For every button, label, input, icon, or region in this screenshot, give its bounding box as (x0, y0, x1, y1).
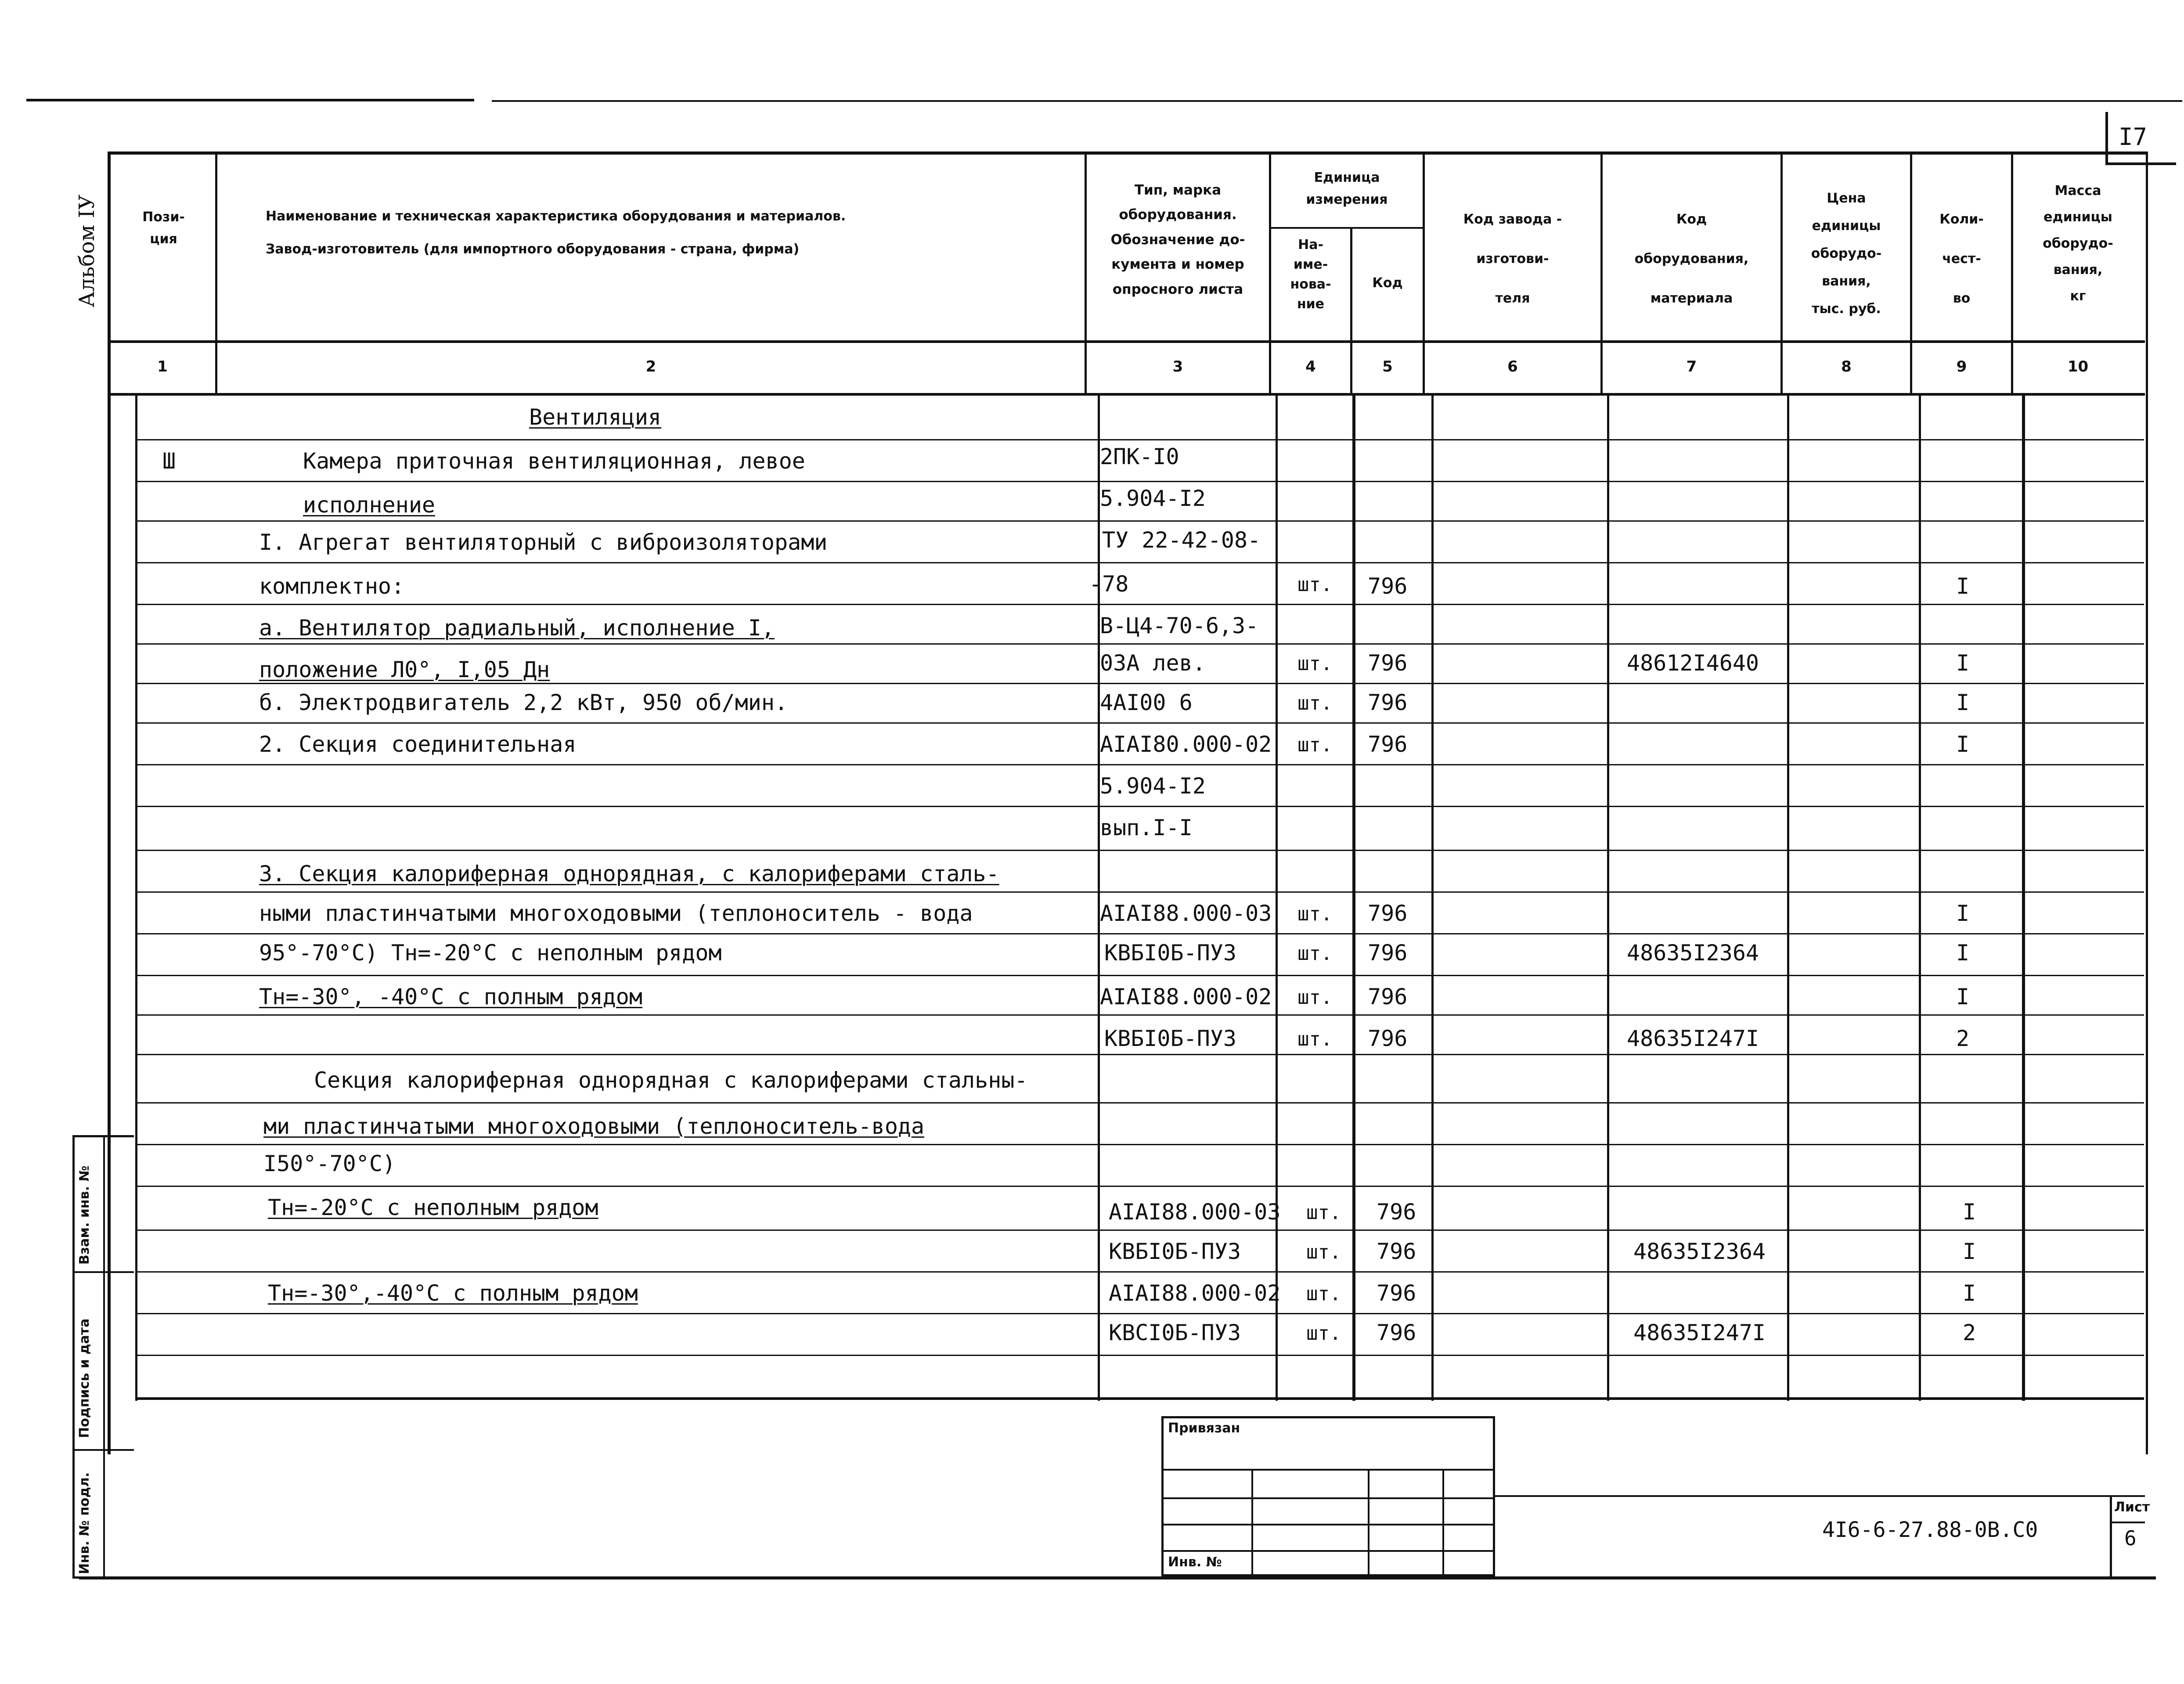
side-stamp-label: Подпись и дата (77, 1318, 92, 1438)
row-code: 796 (1377, 1239, 1416, 1264)
row-quantity: I (1963, 1199, 1976, 1225)
row-rule (137, 481, 2144, 482)
header-price: Цена единицы оборудо- вания, тыс. руб. (1811, 191, 1882, 317)
side-stamp-divider (103, 1135, 105, 1579)
sheet-box-rule (2110, 1522, 2145, 1523)
side-stamp-label: Взам. инв. № (77, 1165, 92, 1265)
corner-number: I7 (2119, 123, 2148, 151)
row-rule (137, 1014, 2144, 1016)
row-quantity: I (1956, 650, 1970, 676)
header-unit: Единица измерения (1306, 170, 1388, 207)
header-type: Тип, марка оборудования. Обозначение до- кумента и номер опросного листа (1110, 182, 1245, 297)
row-unit: шт. (1297, 573, 1333, 596)
row-name: Камера приточная вентиляционная, левое (303, 448, 805, 474)
row-code: 796 (1377, 1280, 1416, 1306)
code-block-top (1495, 1495, 2145, 1497)
body-col-divider-6 (1607, 395, 1609, 1401)
row-type: КВБI0Б-ПУЗ (1104, 940, 1237, 966)
row-quantity: I (1956, 940, 1970, 966)
row-type: 4АI00 6 (1100, 690, 1193, 715)
row-rule (137, 1144, 2144, 1145)
linked-label: Привязан (1168, 1421, 1240, 1436)
col-number: 4 (1305, 358, 1316, 375)
linked-stamp-box (1161, 1416, 1495, 1576)
row-unit: шт. (1306, 1201, 1341, 1224)
header-unit-name: На- име- нова- ние (1290, 237, 1331, 312)
row-type: КВБI0Б-ПУЗ (1109, 1239, 1241, 1264)
row-code: 796 (1377, 1320, 1416, 1345)
top-rule-right (492, 100, 2182, 102)
row-unit: шт. (1297, 653, 1333, 675)
row-rule (137, 806, 2144, 807)
col-number: 5 (1382, 358, 1393, 375)
side-stamp-divider (72, 1271, 134, 1273)
row-type: вып.I-I (1100, 815, 1193, 840)
row-name: Тн=-30°,-40°С с полным рядом (268, 1280, 638, 1306)
row-name: а. Вентилятор радиальный, исполнение I, (259, 615, 775, 641)
row-name: 95°-70°С) Тн=-20°С с неполным рядом (259, 940, 722, 966)
col-number: 3 (1172, 358, 1183, 375)
row-equipment-code: 48635I247I (1627, 1026, 1759, 1051)
row-rule (137, 933, 2144, 934)
frame-bottom-rule (79, 1576, 2156, 1579)
header-position: Пози- ция (142, 209, 185, 247)
linked-stamp-rule (1161, 1497, 1495, 1499)
col-number: 10 (2067, 358, 2089, 375)
row-type: В-Ц4-70-6,3- (1100, 613, 1259, 638)
row-unit: шт. (1297, 734, 1333, 756)
row-code: 796 (1368, 573, 1408, 599)
row-type: АIАI88.000-02 (1100, 984, 1272, 1010)
row-rule (137, 850, 2144, 851)
row-code: 796 (1368, 984, 1408, 1010)
body-col-divider-4 (1352, 395, 1355, 1401)
colnum-bottom-rule (108, 393, 2145, 396)
row-rule (137, 439, 2144, 440)
row-rule (137, 683, 2144, 684)
body-col-divider-2 (1098, 395, 1100, 1401)
row-name: I50°-70°С) (263, 1151, 396, 1176)
row-unit: шт. (1306, 1322, 1341, 1345)
row-code: 796 (1368, 732, 1408, 757)
row-code: 796 (1368, 650, 1408, 676)
header-mass: Масса единицы оборудо- вания, кг (2043, 183, 2113, 304)
sheet-number: 6 (2124, 1526, 2137, 1550)
row-rule (137, 604, 2144, 605)
linked-stamp-rule (1161, 1550, 1495, 1552)
album-label: Альбом IУ (75, 194, 99, 307)
row-rule (137, 1102, 2144, 1103)
linked-stamp-rule (1161, 1524, 1495, 1525)
row-type: 2ПК-I0 (1100, 444, 1179, 469)
row-quantity: I (1956, 690, 1970, 715)
row-rule (137, 520, 2144, 522)
row-rule (137, 562, 2144, 563)
col-number: 2 (645, 358, 656, 375)
row-quantity: I (1956, 901, 1970, 926)
row-unit: шт. (1297, 942, 1333, 965)
col-number: 9 (1956, 358, 1967, 375)
header-name: Наименование и техническая характеристика оборудования и материалов. Завод-изготовитель (для импортного оборудования - страна, фирма) (266, 209, 846, 257)
inv-label: Инв. № (1168, 1554, 1222, 1570)
row-name: 3. Секция калориферная однорядная, с калориферами сталь- (259, 861, 999, 887)
row-name: ными пластинчатыми многоходовыми (теплоноситель - вода (259, 901, 973, 926)
row-name: I. Агрегат вентиляторный с виброизоляторами (259, 530, 828, 555)
row-type: КВБI0Б-ПУЗ (1104, 1026, 1237, 1051)
body-col-divider-8 (1919, 395, 1921, 1401)
row-name: б. Электродвигатель 2,2 кВт, 950 об/мин. (259, 690, 788, 715)
top-rule-left (26, 99, 474, 101)
row-unit: шт. (1306, 1241, 1341, 1263)
row-rule (137, 643, 2144, 645)
section-title: Вентиляция (529, 404, 662, 430)
row-quantity: 2 (1956, 1026, 1970, 1051)
row-name: Секция калориферная однорядная с калориферами стальны- (314, 1067, 1028, 1093)
side-stamp-divider (72, 1449, 134, 1451)
body-bottom-rule (135, 1397, 2144, 1400)
row-rule (137, 1186, 2144, 1187)
body-col-divider-7 (1787, 395, 1789, 1401)
unit-header-rule (1269, 227, 1423, 229)
row-type: АIАI88.000-03 (1109, 1199, 1281, 1225)
row-type: 5.904-I2 (1100, 773, 1206, 799)
col-number: 8 (1841, 358, 1852, 375)
header-equipment-code: Код оборудования, материала (1634, 212, 1749, 306)
row-name: ми пластинчатыми многоходовыми (теплоноситель-вода (263, 1114, 925, 1139)
row-code: 796 (1377, 1199, 1416, 1225)
row-equipment-code: 48635I2364 (1627, 940, 1759, 966)
row-name: Тн=-30°, -40°С с полным рядом (259, 984, 642, 1010)
row-unit: шт. (1297, 1028, 1333, 1050)
body-col-divider-3 (1276, 395, 1278, 1401)
header-bottom-rule (108, 340, 2145, 343)
row-type: КВСI0Б-ПУЗ (1109, 1320, 1241, 1345)
row-equipment-code: 48612I4640 (1627, 650, 1759, 676)
body-col-divider-1 (135, 395, 137, 1401)
row-unit: шт. (1306, 1283, 1341, 1305)
row-name: 2. Секция соединительная (259, 732, 577, 757)
row-rule (137, 975, 2144, 976)
row-position: Ш (162, 448, 176, 474)
linked-stamp-rule (1251, 1469, 1253, 1576)
row-unit: шт. (1297, 986, 1333, 1009)
row-rule (137, 764, 2144, 765)
col-number: 6 (1507, 358, 1518, 375)
row-quantity: I (1956, 732, 1970, 757)
row-code: 796 (1368, 1026, 1408, 1051)
header-plant-code: Код завода - изготови- теля (1463, 212, 1562, 306)
row-equipment-code: 48635I2364 (1633, 1239, 1766, 1264)
row-name: исполнение (303, 492, 436, 518)
row-quantity: 2 (1963, 1320, 1976, 1345)
row-quantity: I (1963, 1280, 1976, 1306)
sheet-label: Лист (2114, 1500, 2150, 1515)
row-rule (137, 1230, 2144, 1231)
row-code: 796 (1368, 901, 1408, 926)
row-rule (137, 1271, 2144, 1273)
row-name: Тн=-20°С с неполным рядом (268, 1195, 598, 1220)
row-quantity: I (1963, 1239, 1976, 1264)
row-quantity: I (1956, 573, 1970, 599)
row-type: АIАI88.000-02 (1109, 1280, 1281, 1306)
body-col-divider-9 (2022, 395, 2025, 1401)
col-number: 1 (157, 358, 168, 375)
row-rule (137, 891, 2144, 893)
row-unit: шт. (1297, 903, 1333, 925)
row-rule (137, 1355, 2144, 1356)
row-equipment-code: 48635I247I (1633, 1320, 1766, 1345)
row-unit: шт. (1297, 692, 1333, 714)
row-name: положение Л0°, I,05 Дн (259, 657, 550, 682)
row-type: -78 (1089, 571, 1129, 597)
linked-stamp-rule (1161, 1469, 1495, 1471)
side-stamp-label: Инв. № подл. (77, 1472, 92, 1574)
body-col-divider-5 (1431, 395, 1434, 1401)
header-unit-code: Код (1372, 275, 1403, 291)
row-type: ТУ 22-42-08- (1102, 527, 1261, 553)
col-number: 7 (1686, 358, 1697, 375)
row-rule (137, 1054, 2144, 1055)
document-code: 4I6-6-27.88-0В.С0 (1822, 1518, 2038, 1542)
linked-stamp-rule (1368, 1469, 1370, 1576)
linked-stamp-rule (1442, 1469, 1444, 1576)
row-type: АIАI88.000-03 (1100, 901, 1272, 926)
row-code: 796 (1368, 690, 1408, 715)
row-code: 796 (1368, 940, 1408, 966)
row-type: 5.904-I2 (1100, 486, 1206, 511)
row-type: АIАI80.000-02 (1100, 732, 1272, 757)
row-type: 03А лев. (1100, 650, 1206, 676)
row-rule (137, 722, 2144, 724)
row-name: комплектно: (259, 573, 405, 599)
header-quantity: Коли- чест- во (1939, 212, 1984, 306)
row-quantity: I (1956, 984, 1970, 1010)
row-rule (137, 1313, 2144, 1314)
